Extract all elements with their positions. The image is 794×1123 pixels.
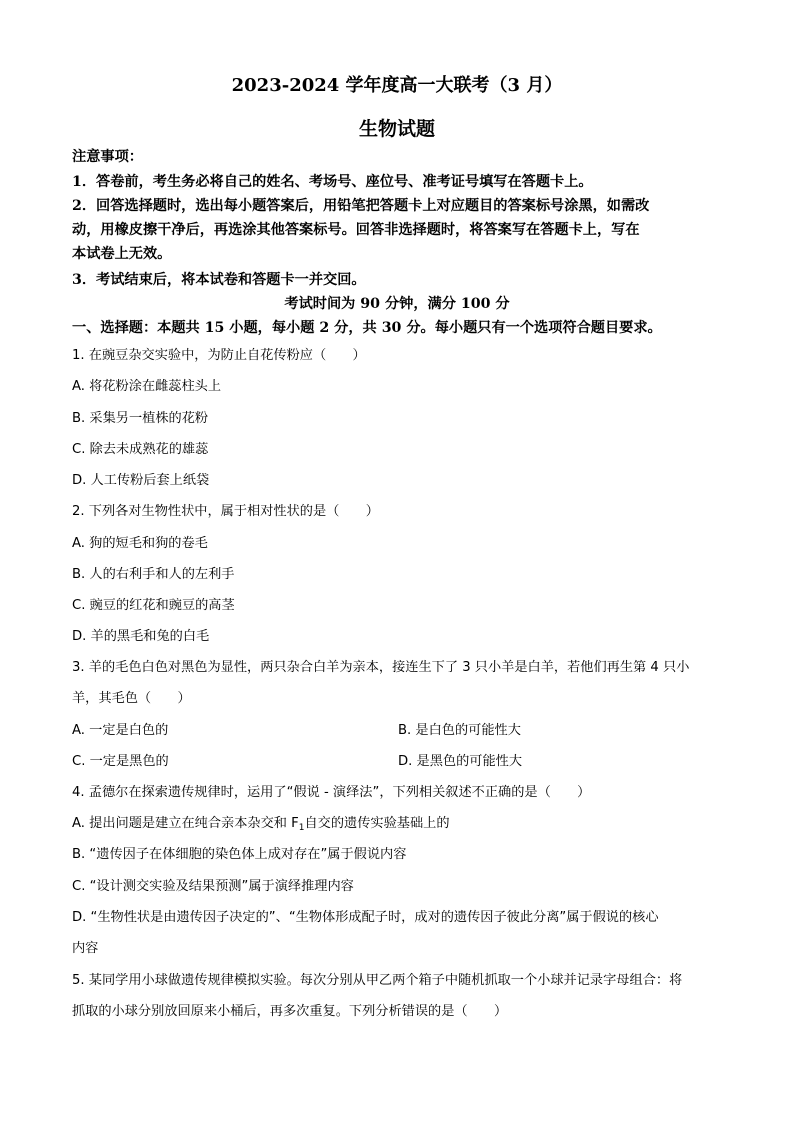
exam-title: 2023-2024 学年度高一大联考（3 月） — [231, 75, 563, 96]
question-3-option-b: B. 是白色的可能性大 — [398, 723, 521, 738]
question-1-option-a: A. 将花粉涂在雌蕊柱头上 — [72, 379, 222, 394]
question-1-stem: 1. 在豌豆杂交实验中，为防止自花传粉应（ ） — [72, 348, 366, 363]
notice-item-2-line-1: 2．回答选择题时，选出每小题答案后，用铅笔把答题卡上对应题目的答案标号涂黑，如需改 — [72, 198, 650, 214]
notice-item-3: 3．考试结束后，将本试卷和答题卡一并交回。 — [72, 272, 366, 288]
section-1-heading: 一、选择题：本题共 15 小题，每小题 2 分，共 30 分。每小题只有一个选项符合题目要求。 — [72, 320, 662, 336]
question-5-stem-line-2: 抓取的小球分别放回原来小桶后，再多次重复。下列分析错误的是（ ） — [72, 1004, 508, 1019]
question-2-stem: 2. 下列各对生物性状中，属于相对性状的是（ ） — [72, 504, 379, 519]
question-2-option-c: C. 豌豆的红花和豌豆的高茎 — [72, 598, 235, 613]
question-2-option-d: D. 羊的黑毛和兔的白毛 — [72, 629, 210, 644]
question-3-option-d: D. 是黑色的可能性大 — [398, 754, 523, 769]
question-2-option-b: B. 人的右利手和人的左利手 — [72, 567, 235, 582]
question-5-stem-line-1: 5. 某同学用小球做遗传规律模拟实验。每次分别从甲乙两个箱子中随机抓取一个小球并记录字母组合：将 — [72, 973, 683, 988]
exam-time: 考试时间为 90 分钟，满分 100 分 — [284, 296, 510, 312]
question-3-option-c: C. 一定是黑色的 — [72, 754, 169, 769]
question-4-option-c: C. “设计测交实验及结果预测”属于演绎推理内容 — [72, 879, 354, 894]
question-4-option-a-text: A. 提出问题是建立在纯合亲本杂交和 F — [72, 816, 299, 831]
question-2-option-a: A. 狗的短毛和狗的卷毛 — [72, 536, 208, 551]
exam-subject: 生物试题 — [358, 118, 435, 140]
question-4-option-d-line-2: 内容 — [72, 941, 99, 956]
question-4-stem: 4. 孟德尔在探索遗传规律时，运用了“假说 - 演绎法”，下列相关叙述不正确的是（ ） — [72, 785, 591, 800]
question-3-option-a: A. 一定是白色的 — [72, 723, 169, 738]
notice-item-1: 1．答卷前，考生务必将自己的姓名、考场号、座位号、准考证号填写在答题卡上。 — [72, 174, 593, 190]
question-4-option-b: B. “遗传因子在体细胞的染色体上成对存在”属于假说内容 — [72, 847, 407, 862]
question-3-stem-line-2: 羊，其毛色（ ） — [72, 691, 191, 706]
question-1-option-c: C. 除去未成熟花的雄蕊 — [72, 442, 209, 457]
notice-heading: 注意事项： — [72, 149, 143, 165]
question-4-option-d-line-1: D. “生物性状是由遗传因子决定的”、“生物体形成配子时，成对的遗传因子彼此分离”属于假说的核心 — [72, 910, 659, 925]
question-4-option-a-subscript: 1 — [298, 823, 305, 833]
question-1-option-d: D. 人工传粉后套上纸袋 — [72, 473, 210, 488]
notice-item-2-line-2: 动，用橡皮擦干净后，再选涂其他答案标号。回答非选择题时，将答案写在答题卡上，写在 — [72, 222, 640, 238]
notice-item-2-line-3: 本试卷上无效。 — [72, 246, 172, 262]
question-4-option-a-text-end: 自交的遗传实验基础上的 — [304, 816, 450, 831]
question-3-stem-line-1: 3. 羊的毛色白色对黑色为显性，两只杂合白羊为亲本，接连生下了 3 只小羊是白羊，若他们再生第 4 只小 — [72, 660, 690, 675]
question-1-option-b: B. 采集另一植株的花粉 — [72, 411, 209, 426]
question-4-option-a — [72, 816, 450, 833]
